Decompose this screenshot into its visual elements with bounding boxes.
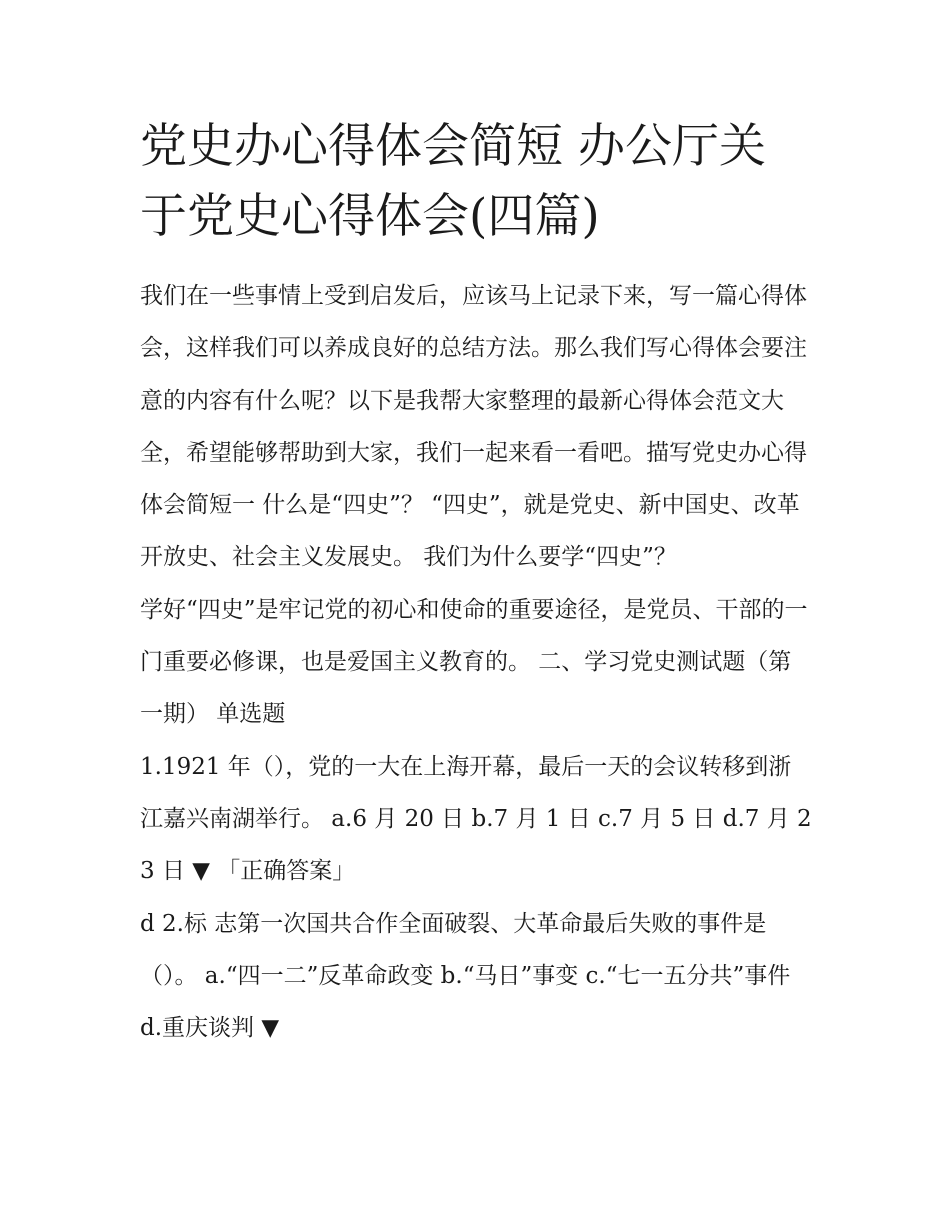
paragraph-intro: 我们在一些事情上受到启发后，应该马上记录下来，写一篇心得体会，这样我们可以养成良好的总结方法。那么我们写心得体会要注意的内容有什么呢？以下是我帮大家整理的最新心得体会范文大全，希望能够帮助到大家，我们一起来看一看吧。描写党史办心得体会简短一 什么是“四史”？ “四史”，就是党史、新中国史、改革开放史、社会主义发展史。 我们为什么要学“四史”？	[140, 283, 807, 571]
document-page	[140, 112, 812, 1054]
paragraph-question-1: 1.1921 年（），党的一大在上海开幕，最后一天的会议转移到浙江嘉兴南湖举行。 a.6 月 20 日 b.7 月 1 日 c.7 月 5 日 d.7 月 23 日 ▼ 「正确答案」	[140, 753, 812, 885]
paragraph-four-histories: 学好“四史”是牢记党的初心和使命的重要途径，是党员、干部的一门重要必修课，也是爱国主义教育的。 二、学习党史测试题（第一期） 单选题	[140, 596, 808, 728]
document-title: 党史办心得体会简短 办公厅关于党史心得体会(四篇)	[140, 119, 766, 244]
paragraph-question-2: d 2.标 志第一次国共合作全面破裂、大革命最后失败的事件是（）。 a.“四一二”反革命政变 b.“马日”事变 c.“七一五分共”事件 d.重庆谈判 ▼	[140, 910, 791, 1042]
